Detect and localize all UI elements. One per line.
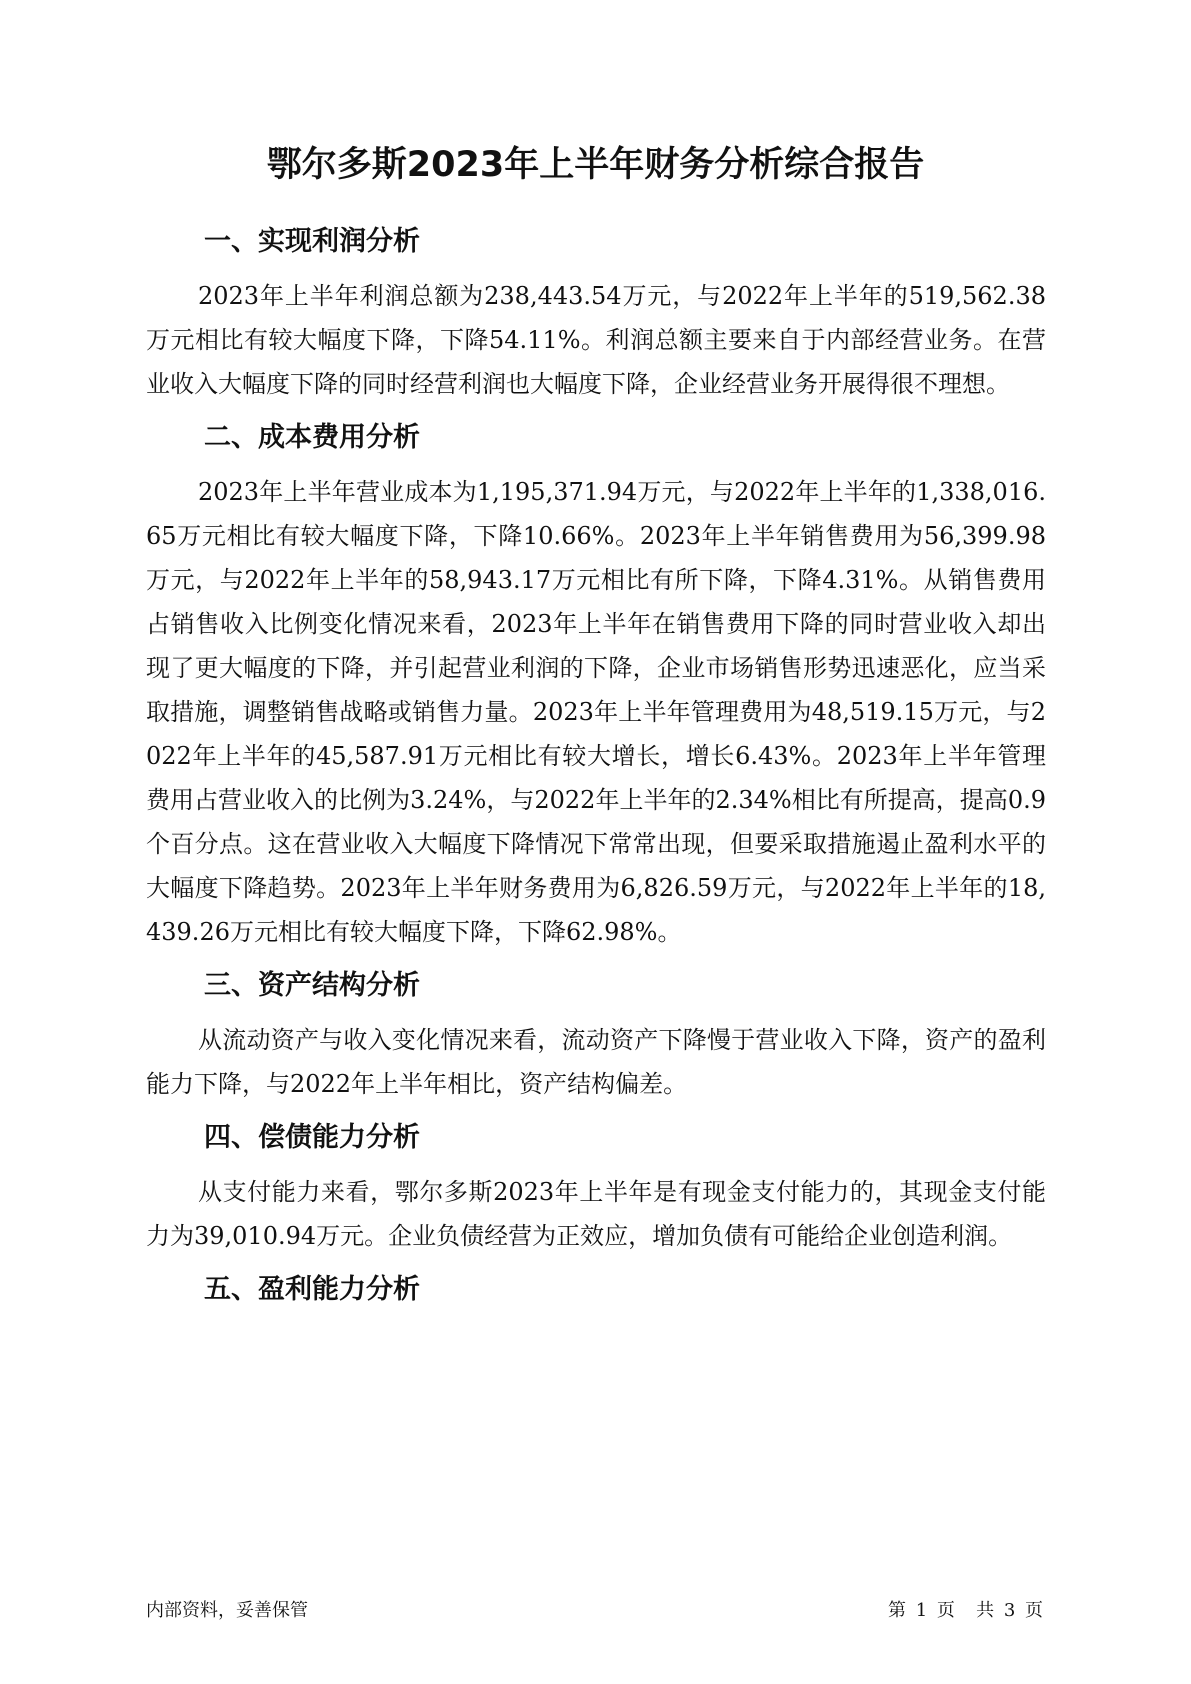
- section-heading: 四、偿债能力分析: [204, 1122, 420, 1153]
- paragraph: 2023年上半年利润总额为238,443.54万元，与2022年上半年的519,562.38万元相比有较大幅度下降，下降54.11%。利润总额主要来自于内部经营业务。在营业收入大幅度下降的同时经营利润也大幅度下降，企业经营业务开展得很不理想。: [146, 282, 1046, 398]
- page-unit: 页: [936, 1600, 955, 1621]
- paragraph: 从流动资产与收入变化情况来看，流动资产下降慢于营业收入下降，资产的盈利能力下降，与2022年上半年相比，资产结构偏差。: [146, 1026, 1046, 1098]
- footer-confidential-note: 内部资料，妥善保管: [146, 1600, 308, 1621]
- paragraph: 从支付能力来看，鄂尔多斯2023年上半年是有现金支付能力的，其现金支付能力为39,010.94万元。企业负债经营为正效应，增加负债有可能给企业创造利润。: [146, 1178, 1046, 1250]
- section-heading: 一、实现利润分析: [204, 226, 420, 257]
- report-body: [146, 222, 1046, 1322]
- total-prefix: 共: [976, 1600, 995, 1621]
- section-heading: 三、资产结构分析: [204, 970, 420, 1001]
- section-heading: 五、盈利能力分析: [204, 1274, 420, 1305]
- page-current: 1: [915, 1600, 928, 1621]
- footer-page-number: [886, 1597, 1045, 1625]
- page-prefix: 第: [887, 1600, 906, 1621]
- total-unit: 页: [1025, 1600, 1043, 1621]
- paragraph: 2023年上半年营业成本为1,195,371.94万元，与2022年上半年的1,338,016.65万元相比有较大幅度下降，下降10.66%。2023年上半年销售费用为56,399.98万元，与2022年上半年的58,943.17万元相比有所下降，下降4.31%。从销售费用占销售收入比例变化情况来看，2023年上半年在销售费用下降的同时营业收入却出现了更大幅度的下降，并引起营业利润的下降，企业市场销售形势迅速恶化，应当采取措施，调整销售战略或销售力量。2023年上半年管理费用为48,519.15万元，与2022年上半年的45,587.91万元相比有较大增长，增长6.43%。2023年上半年管理费用占营业收入的比例为3.24%，与2022年上半年的2.34%相比有所提高，提高0.9个百分点。这在营业收入大幅度下降情况下常常出现，但要采取措施遏止盈利水平的大幅度下降趋势。2023年上半年财务费用为6,826.59万元，与2022年上半年的18,439.26万元相比有较大幅度下降，下降62.98%。: [146, 478, 1046, 946]
- page-total: 3: [1003, 1600, 1016, 1621]
- section-heading: 二、成本费用分析: [204, 422, 420, 453]
- page-title: 鄂尔多斯2023年上半年财务分析综合报告: [266, 145, 925, 185]
